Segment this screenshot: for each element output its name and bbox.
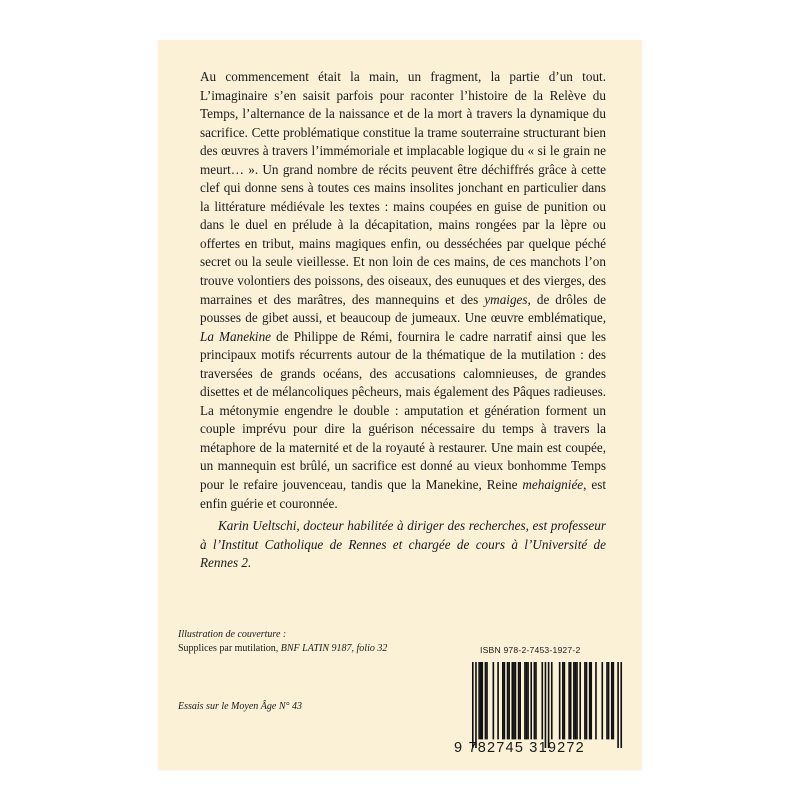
barcode-bar xyxy=(524,662,526,739)
blurb-segment: , de drôles de pousses de gibet aussi, et beaucoup de jumeaux. Une œuvre emblématique, xyxy=(200,291,606,326)
blurb-italic-term: ymaiges xyxy=(484,291,528,307)
barcode-bar xyxy=(518,662,520,739)
caption-plain: Supplices par mutilation, xyxy=(178,642,281,654)
barcode-bar xyxy=(527,662,529,739)
barcode-bar xyxy=(564,662,566,739)
blurb-italic-term: mehaigniée xyxy=(522,477,584,493)
barcode-bar xyxy=(485,662,487,739)
author-note: Karin Ueltschi, docteur habilitée à diriger des recherches, est professeur à l’Institut Catholique de Rennes et chargée de cours à l’Université de Rennes 2. xyxy=(200,518,606,571)
series-label: Essais sur le Moyen Âge N° 43 xyxy=(178,701,302,712)
barcode-bar xyxy=(606,662,608,739)
barcode-bar xyxy=(526,662,528,739)
barcode-bar xyxy=(562,662,564,739)
barcode-bar xyxy=(515,662,517,739)
barcode-bar xyxy=(504,662,506,739)
barcode-bar xyxy=(584,662,586,739)
barcode-bar xyxy=(493,662,495,739)
barcode-bar xyxy=(534,662,536,739)
illustration-caption xyxy=(178,642,458,656)
caption-italic: BNF LATIN 9187, folio 32 xyxy=(280,642,388,654)
barcode-bar xyxy=(497,662,499,739)
barcode-bar xyxy=(478,662,480,739)
barcode-bar xyxy=(595,662,597,739)
barcode-bar xyxy=(568,662,570,739)
blurb-segment: , est enfin guérie et couronnée. xyxy=(200,477,606,511)
barcode-bar xyxy=(620,662,622,748)
barcode-bar xyxy=(486,662,488,739)
ean-digits: 9 782745 319272 xyxy=(454,740,585,756)
barcode-bar xyxy=(590,662,592,739)
barcode-bar xyxy=(511,662,513,739)
illustration-credit xyxy=(178,628,458,655)
barcode-bar xyxy=(545,662,547,748)
barcode-bar xyxy=(508,662,510,739)
back-cover xyxy=(158,40,642,770)
blurb-segment: Au commencement était la main, un fragment, la partie d’un tout. L’imaginaire s’en saisit parfois pour raconter l’histoire de la Relève du Temps, l’alternance de la naissance et de la mort à travers la dynamique du sacrifice. Cette problématique constitue la trame souterraine structurant bien des œuvres à travers l’immémoriale et implacable logique du « si le grain ne meurt… ». Un grand nombre de récits peuvent être déchiffrés grâce à cette clef qui donne sens à toutes ces mains insolites jonchant en particulier dans la littérature médiévale les textes : mains coupées en guise de punition ou dans le duel en prélude à la décapitation, mains rongées par la lèpre ou offertes en tribut, mains magiques enfin, ou desséchées par quelque péché secret ou la seule vieillesse. Et non loin de ces mains, de ces manchots l’on trouve volontiers des poissons, des oiseaux, des eunuques et des vierges, des marraines et des marâtres, des mannequins et des xyxy=(200,69,606,307)
barcode-bar xyxy=(475,662,477,748)
isbn-text: ISBN 978-2-7453-1927-2 xyxy=(480,645,581,655)
barcode-bar xyxy=(613,662,615,739)
barcode-bar xyxy=(573,662,575,739)
illustration-label: Illustration de couverture : xyxy=(178,629,287,640)
barcode-bar xyxy=(579,662,581,739)
barcode-bar xyxy=(617,662,619,748)
barcode-bar xyxy=(548,662,550,748)
barcode-bar xyxy=(502,662,504,739)
blurb-paragraph xyxy=(200,68,606,513)
barcode-bar xyxy=(589,662,591,739)
barcode-bar xyxy=(576,662,578,739)
barcode-bar xyxy=(513,662,515,739)
blurb-segment: de Philippe de Rémi, fournira le cadre narratif ainsi que les principaux motifs récurrents autour de la thématique de la mutilation : des traversées de grands océans, des accusations calomnieuses, de grandes disettes et de mélancoliques pêcheurs, mais également des Pâques radieuses. La métonymie engendre le double : amputation et génération forment un couple imprévu pour dire la guérison nécessaire du temps à travers la métaphore de la maternité et de la royauté à restaurer. Une main est coupée, un mannequin est brûlé, un sacrifice est donné au vieux bonhomme Temps pour le refaire jouvenceau, tandis que la Manekine, Reine xyxy=(200,328,606,493)
barcode-bar xyxy=(507,662,509,739)
barcode-bar xyxy=(541,662,543,739)
blurb-italic-title: La Manekine xyxy=(200,328,272,344)
barcode-bar xyxy=(480,662,482,739)
blurb-text xyxy=(200,68,606,513)
barcode-bar xyxy=(611,662,613,739)
barcode-bar xyxy=(559,662,561,739)
barcode-bar xyxy=(519,662,521,739)
barcode-bar xyxy=(575,662,577,739)
barcode-bar xyxy=(586,662,588,739)
barcode-bar xyxy=(608,662,610,739)
barcode-bar xyxy=(535,662,537,739)
barcode xyxy=(464,662,624,748)
barcode-bar xyxy=(481,662,483,739)
barcode-bar xyxy=(601,662,603,739)
barcode-bar xyxy=(472,662,474,748)
barcode-bar xyxy=(551,662,553,739)
barcode-bar xyxy=(530,662,532,739)
barcode-bar xyxy=(570,662,572,739)
